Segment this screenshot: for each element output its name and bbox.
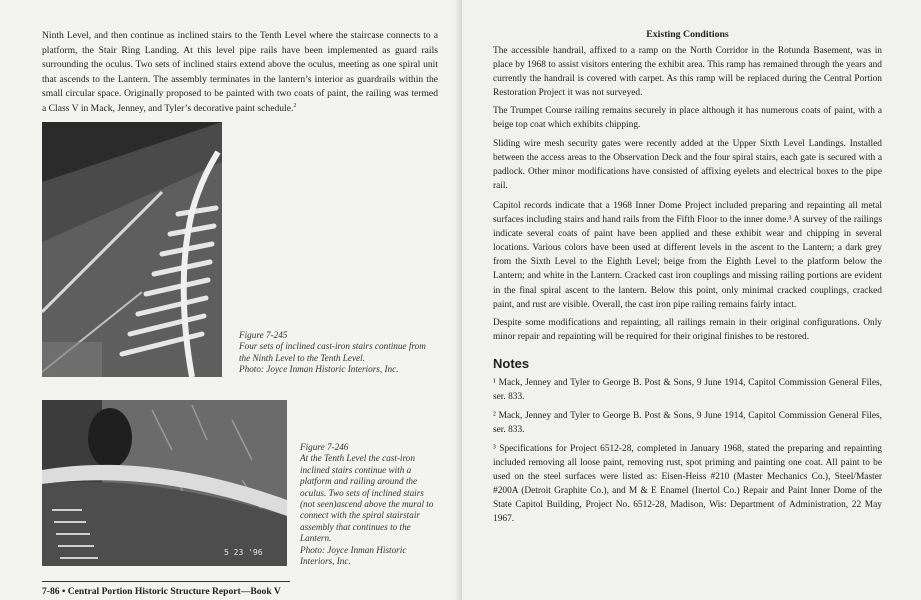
paragraph-handrail: The accessible handrail, affixed to a ramp on the North Corridor in the Rotunda Basement, was in place by 1968 to assist visitors entering the exhibit area. This ramp has remained through the years and currently the handrail is covered with carpet. As this ramp will be replaced during the Central Portion Restoration Project it was not surveyed. [493,46,882,99]
figure-245-caption [239,330,439,376]
stairs-photo-245 [42,122,222,377]
intro-paragraph [42,29,438,117]
paragraph-capitol-records: Capitol records indicate that a 1968 Inner Dome Project included preparing and repainting all metal surfaces including stairs and hand rails from the Fifth Floor to the inner dome.³ A survey of the railings indicate several coats of paint have been applied and these exhibit wear and chipping in several locations. Various colors have been used at different levels in the ascent to the Lantern; a dark grey from the Sixth Level to the Eighth Level; beige from the Eighth Level to the platform below the Lantern; and white in the Lantern. Cracked cast iron couplings and missing railing portions are evident in the final spiral ascent to the lantern. Below this point, only minimal cracked couplings, cracked paint, and rust are visible. Overall, the cast iron pipe railing remains fairly intact. [493,201,882,310]
page-footer: 7-86 • Central Portion Historic Structure Report—Book V [42,586,281,597]
intro-text: Ninth Level, and then continue as inclined stairs to the Tenth Level where the staircase connects to a platform, the Stair Ring Landing. At this level pipe rails have been implemented as guard rails surrounding the oculus. Two sets of inclined stairs extend above the oculus, meeting as one spiral unit that ascends to the Lantern. The assembly terminates in the lantern’s interior as guardrails within the small circular space. Originally proposed to be painted with two coats of paint, the railing was termed a Class V in Mack, Jenney, and Tyler’s decorative paint schedule. [42,30,438,114]
figure-246-credit: Photo: Joyce Inman Historic Interiors, Inc. [300,544,407,567]
footer-rule [42,581,290,582]
notes-title: Notes [493,356,530,371]
paragraph-conclusion: Despite some modifications and repainting, all railings remain in their original configurations. Only minor repair and repainting will be required for their original finishes to be restored. [493,318,882,343]
existing-conditions-heading-wrap [493,29,882,40]
footnote-ref: 2 [293,102,297,109]
note-2: ² Mack, Jenney and Tyler to George B. Post & Sons, 9 June 1914, Capitol Commission General Files, ser. 833. [493,411,882,436]
figure-245-label: Figure 7-245 [239,330,288,340]
paragraph-trumpet-course: The Trumpet Course railing remains securely in place although it has numerous coats of paint, with a beige top coat which exhibits chipping. [493,106,882,131]
oculus-photo-246 [42,400,287,566]
figure-246-label: Figure 7-246 [300,442,349,452]
oculus-photo-246-image [42,400,287,566]
stairs-photo-245-image [42,122,222,377]
note-1: ¹ Mack, Jenney and Tyler to George B. Post & Sons, 9 June 1914, Capitol Commission General Files, ser. 833. [493,378,882,403]
existing-conditions-heading: Existing Conditions [646,29,729,40]
figure-246-text: At the Tenth Level the cast-iron inclined stairs continue with a platform and railing around the oculus. Two sets of inclined stairs (not seen)ascend above the mural to connect with the spiral stairstair assembly that continues to the Lantern. [300,453,434,544]
figure-246-caption [300,442,434,567]
paragraph-security-gates: Sliding wire mesh security gates were recently added at the Upper Sixth Level Landings. Installed between the access areas to the Observation Deck and the four spiral stairs, each gate is secured with a padlock. Other minor modifications have consisted of affixing eyelets and electrical boxes to the pipe rail. [493,139,882,192]
photo-date-stamp: 5 23 '96 [224,548,263,557]
figure-245-text: Four sets of inclined cast-iron stairs continue from the Ninth Level to the Tenth Level. [239,341,426,363]
note-3: ³ Specifications for Project 6512-28, completed in January 1968, stated the preparing and repainting included removing all loose paint, removing rust, spot priming and painting one coat. All paint to be used on the steel surfaces were listed as: Eisen-Heiss #210 (Master Mechanics Co.), Steel/Master #200A (Detroit Graphite Co.), and M & E Enamel (Inertol Co.) Repair and Paint Inner Dome of the State Capitol Building, Project No. 6512-28, Madison, Wis: Department of Administration, 22 May 1967. [493,444,882,525]
figure-245-credit: Photo: Joyce Inman Historic Interiors, Inc. [239,364,399,375]
